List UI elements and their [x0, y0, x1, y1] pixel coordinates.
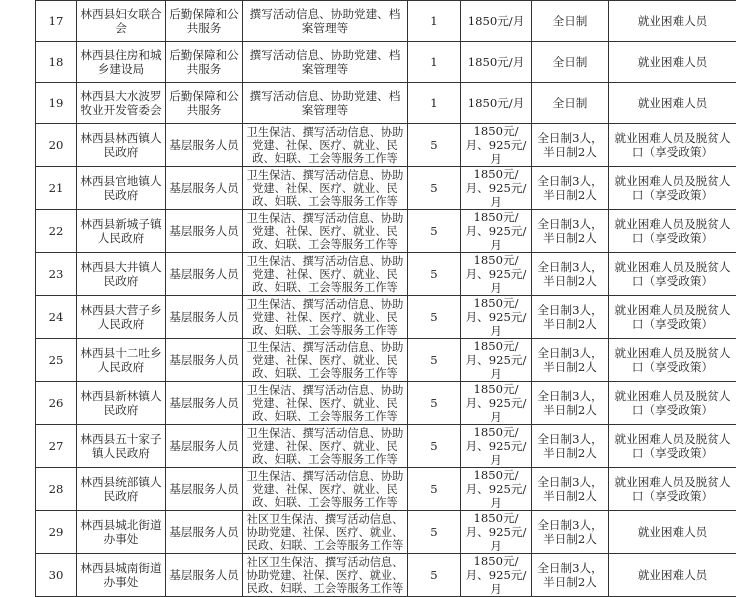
salary: 1850元/月、925元/月 [461, 124, 532, 167]
headcount: 5 [408, 511, 461, 554]
position-type: 基层服务人员 [166, 382, 243, 425]
table-row [36, 124, 736, 167]
job-duties: 卫生保洁、撰写活动信息、协助党建、社保、医疗、就业、民政、妇联、工会等服务工作等 [243, 296, 408, 339]
target-group: 就业困难人员及脱贫人口（享受政策） [609, 124, 736, 167]
target-group: 就业困难人员及脱贫人口（享受政策） [609, 167, 736, 210]
work-mode: 全日制3人，半日制2人 [532, 167, 609, 210]
target-group: 就业困难人员 [609, 554, 736, 597]
work-mode: 全日制3人，半日制2人 [532, 124, 609, 167]
row-number: 28 [36, 468, 77, 511]
salary: 1850元/月、925元/月 [461, 468, 532, 511]
job-duties: 撰写活动信息、协助党建、档案管理等 [243, 83, 408, 124]
position-type: 基层服务人员 [166, 511, 243, 554]
salary: 1850元/月 [461, 42, 532, 83]
headcount: 5 [408, 425, 461, 468]
row-number: 17 [36, 1, 77, 42]
work-mode: 全日制3人，半日制2人 [532, 296, 609, 339]
headcount: 5 [408, 253, 461, 296]
employer-unit: 林西县林西镇人民政府 [77, 124, 166, 167]
work-mode: 全日制3人，半日制2人 [532, 382, 609, 425]
table-row [36, 167, 736, 210]
salary: 1850元/月、925元/月 [461, 296, 532, 339]
job-duties: 卫生保洁、撰写活动信息、协助党建、社保、医疗、就业、民政、妇联、工会等服务工作等 [243, 124, 408, 167]
position-type: 基层服务人员 [166, 554, 243, 597]
row-number: 24 [36, 296, 77, 339]
row-number: 21 [36, 167, 77, 210]
work-mode: 全日制3人，半日制2人 [532, 425, 609, 468]
position-type: 基层服务人员 [166, 425, 243, 468]
row-number: 29 [36, 511, 77, 554]
position-type: 基层服务人员 [166, 296, 243, 339]
employer-unit: 林西县五十家子镇人民政府 [77, 425, 166, 468]
row-number: 20 [36, 124, 77, 167]
table-row [36, 382, 736, 425]
headcount: 5 [408, 339, 461, 382]
table-row [36, 339, 736, 382]
target-group: 就业困难人员及脱贫人口（享受政策） [609, 382, 736, 425]
position-type: 基层服务人员 [166, 339, 243, 382]
headcount: 1 [408, 83, 461, 124]
job-duties: 卫生保洁、撰写活动信息、协助党建、社保、医疗、就业、民政、妇联、工会等服务工作等 [243, 468, 408, 511]
employer-unit: 林西县住房和城乡建设局 [77, 42, 166, 83]
headcount: 5 [408, 210, 461, 253]
work-mode: 全日制3人，半日制2人 [532, 210, 609, 253]
table-row [36, 83, 736, 124]
salary: 1850元/月、925元/月 [461, 554, 532, 597]
target-group: 就业困难人员 [609, 511, 736, 554]
position-type: 基层服务人员 [166, 253, 243, 296]
work-mode: 全日制 [532, 42, 609, 83]
salary: 1850元/月、925元/月 [461, 511, 532, 554]
position-type: 基层服务人员 [166, 167, 243, 210]
work-mode: 全日制3人，半日制2人 [532, 468, 609, 511]
employer-unit: 林西县新林镇人民政府 [77, 382, 166, 425]
salary: 1850元/月 [461, 83, 532, 124]
row-number: 30 [36, 554, 77, 597]
job-duties: 卫生保洁、撰写活动信息、协助党建、社保、医疗、就业、民政、妇联、工会等服务工作等 [243, 339, 408, 382]
position-type: 基层服务人员 [166, 210, 243, 253]
table-row [36, 511, 736, 554]
position-type: 后勤保障和公共服务 [166, 42, 243, 83]
position-type: 后勤保障和公共服务 [166, 1, 243, 42]
job-duties: 社区卫生保洁、撰写活动信息、协助党建、社保、医疗、就业、民政、妇联、工会等服务工作等 [243, 511, 408, 554]
row-number: 18 [36, 42, 77, 83]
row-number: 26 [36, 382, 77, 425]
target-group: 就业困难人员及脱贫人口（享受政策） [609, 253, 736, 296]
headcount: 5 [408, 124, 461, 167]
headcount: 5 [408, 554, 461, 597]
row-number: 27 [36, 425, 77, 468]
job-duties: 卫生保洁、撰写活动信息、协助党建、社保、医疗、就业、民政、妇联、工会等服务工作等 [243, 382, 408, 425]
employer-unit: 林西县大井镇人民政府 [77, 253, 166, 296]
work-mode: 全日制 [532, 1, 609, 42]
target-group: 就业困难人员 [609, 1, 736, 42]
salary: 1850元/月、925元/月 [461, 382, 532, 425]
employer-unit: 林西县新城子镇人民政府 [77, 210, 166, 253]
table-row [36, 554, 736, 597]
work-mode: 全日制3人，半日制2人 [532, 253, 609, 296]
salary: 1850元/月、925元/月 [461, 253, 532, 296]
table-row [36, 1, 736, 42]
employer-unit: 林西县大营子乡人民政府 [77, 296, 166, 339]
work-mode: 全日制 [532, 83, 609, 124]
employer-unit: 林西县大水波罗牧业开发管委会 [77, 83, 166, 124]
target-group: 就业困难人员及脱贫人口（享受政策） [609, 296, 736, 339]
employer-unit: 林西县城南街道办事处 [77, 554, 166, 597]
position-type: 基层服务人员 [166, 124, 243, 167]
headcount: 5 [408, 296, 461, 339]
row-number: 19 [36, 83, 77, 124]
salary: 1850元/月、925元/月 [461, 210, 532, 253]
employer-unit: 林西县十二吐乡人民政府 [77, 339, 166, 382]
target-group: 就业困难人员及脱贫人口（享受政策） [609, 210, 736, 253]
target-group: 就业困难人员及脱贫人口（享受政策） [609, 339, 736, 382]
job-duties: 卫生保洁、撰写活动信息、协助党建、社保、医疗、就业、民政、妇联、工会等服务工作等 [243, 167, 408, 210]
table-body [36, 1, 736, 597]
job-duties: 卫生保洁、撰写活动信息、协助党建、社保、医疗、就业、民政、妇联、工会等服务工作等 [243, 253, 408, 296]
salary: 1850元/月 [461, 1, 532, 42]
headcount: 1 [408, 1, 461, 42]
job-duties: 卫生保洁、撰写活动信息、协助党建、社保、医疗、就业、民政、妇联、工会等服务工作等 [243, 425, 408, 468]
table-row [36, 253, 736, 296]
job-duties: 卫生保洁、撰写活动信息、协助党建、社保、医疗、就业、民政、妇联、工会等服务工作等 [243, 210, 408, 253]
target-group: 就业困难人员及脱贫人口（享受政策） [609, 468, 736, 511]
position-type: 基层服务人员 [166, 468, 243, 511]
position-table [35, 0, 736, 597]
row-number: 25 [36, 339, 77, 382]
table-row [36, 210, 736, 253]
headcount: 5 [408, 468, 461, 511]
row-number: 23 [36, 253, 77, 296]
work-mode: 全日制3人，半日制2人 [532, 554, 609, 597]
position-type: 后勤保障和公共服务 [166, 83, 243, 124]
row-number: 22 [36, 210, 77, 253]
salary: 1850元/月、925元/月 [461, 425, 532, 468]
table-row [36, 42, 736, 83]
headcount: 5 [408, 167, 461, 210]
headcount: 1 [408, 42, 461, 83]
job-duties: 社区卫生保洁、撰写活动信息、协助党建、社保、医疗、就业、民政、妇联、工会等服务工作等 [243, 554, 408, 597]
target-group: 就业困难人员 [609, 83, 736, 124]
table-row [36, 296, 736, 339]
target-group: 就业困难人员及脱贫人口（享受政策） [609, 425, 736, 468]
employer-unit: 林西县城北街道办事处 [77, 511, 166, 554]
target-group: 就业困难人员 [609, 42, 736, 83]
employer-unit: 林西县官地镇人民政府 [77, 167, 166, 210]
employer-unit: 林西县统部镇人民政府 [77, 468, 166, 511]
employer-unit: 林西县妇女联合会 [77, 1, 166, 42]
salary: 1850元/月、925元/月 [461, 339, 532, 382]
work-mode: 全日制3人，半日制2人 [532, 511, 609, 554]
work-mode: 全日制3人，半日制2人 [532, 339, 609, 382]
table-row [36, 425, 736, 468]
headcount: 5 [408, 382, 461, 425]
job-duties: 撰写活动信息、协助党建、档案管理等 [243, 1, 408, 42]
table-row [36, 468, 736, 511]
salary: 1850元/月、925元/月 [461, 167, 532, 210]
job-duties: 撰写活动信息、协助党建、档案管理等 [243, 42, 408, 83]
